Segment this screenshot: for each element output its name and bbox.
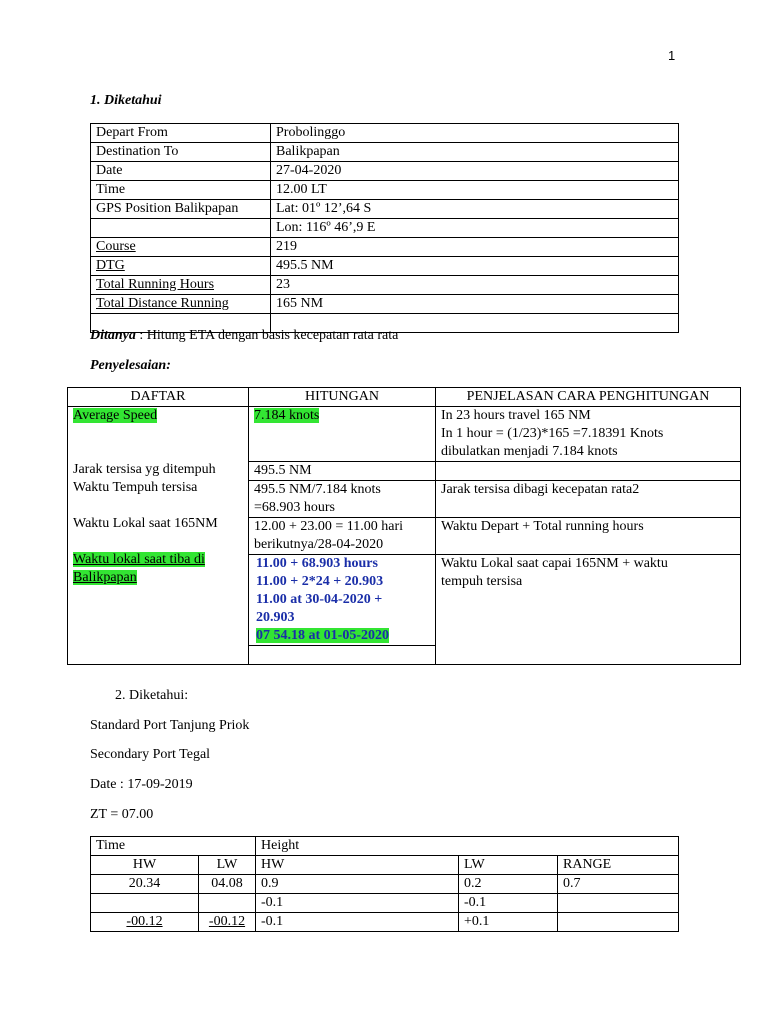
tide-value: +0.1 [464, 914, 490, 929]
waktu-tempuh-label: Waktu Tempuh tersisa [73, 480, 198, 495]
tiba-expl [436, 555, 741, 665]
known-label: Course [91, 238, 271, 257]
header-penjelasan: PENJELASAN CARA PENGHITUNGAN [436, 388, 741, 407]
tide-cell-lw-time [199, 875, 256, 894]
header-hitungan: HITUNGAN [249, 388, 436, 407]
tide-value: -00.12 [126, 914, 163, 929]
calculation-table [67, 387, 741, 665]
page-number: 1 [668, 48, 676, 63]
known-label: GPS Position Balikpapan [91, 200, 271, 219]
secondary-port: Secondary Port Tegal [90, 747, 211, 762]
daftar-bottom [68, 646, 249, 665]
tide-cell-lw-height [459, 875, 558, 894]
known-label: Depart From [91, 124, 271, 143]
known-label: Total Distance Running [91, 295, 271, 314]
known-label: Date [91, 162, 271, 181]
tide-cell-hw-time [91, 875, 199, 894]
tide-cell-lw-height [459, 894, 558, 913]
tide-row [91, 913, 679, 932]
known-data-table [90, 123, 679, 333]
time-hw-header: HW [91, 856, 199, 875]
jarak-expl [436, 462, 741, 481]
penyelesaian-heading: Penyelesaian: [90, 358, 171, 373]
standard-port: Standard Port Tanjung Priok [90, 718, 250, 733]
tiba-cell [249, 555, 436, 646]
known-value: 23 [271, 276, 679, 295]
known-label: Destination To [91, 143, 271, 162]
known-row [91, 200, 679, 219]
known-row [91, 238, 679, 257]
waktu-tempuh-line1: 495.5 NM/7.184 knots [254, 482, 381, 497]
known-value: 219 [271, 238, 679, 257]
tide-cell-lw-time [199, 913, 256, 932]
tiba-label-line1: Waktu lokal saat tiba di [73, 552, 205, 567]
known-row [91, 276, 679, 295]
avg-speed-expl [436, 407, 741, 462]
known-value: Balikpapan [271, 143, 679, 162]
tide-cell-hw-height [256, 875, 459, 894]
known-value: Lat: 01º 12’,64 S [271, 200, 679, 219]
zt-line: ZT = 07.00 [90, 807, 154, 822]
height-hw-header: HW [256, 856, 459, 875]
tiba-line2: 11.00 + 2*24 + 20.903 [256, 574, 384, 589]
time-header: Time [91, 837, 256, 856]
known-value: 12.00 LT [271, 181, 679, 200]
daftar-column [68, 407, 249, 646]
section2-heading: 2. Diketahui: [115, 688, 189, 703]
tide-value: 0.2 [464, 876, 482, 891]
avg-speed-expl-line2: In 1 hour = (1/23)*165 =7.18391 Knots [441, 426, 664, 441]
tide-value: 20.34 [128, 876, 161, 891]
known-label: Time [91, 181, 271, 200]
jarak-label: Jarak tersisa yg ditempuh [73, 462, 216, 477]
known-row [91, 143, 679, 162]
range-header: RANGE [558, 856, 679, 875]
tide-value: 0.7 [563, 876, 581, 891]
known-row [91, 162, 679, 181]
known-value: 27-04-2020 [271, 162, 679, 181]
tide-table [90, 836, 679, 932]
avg-speed-expl-line3: dibulatkan menjadi 7.184 knots [441, 444, 618, 459]
date-line: Date : 17-09-2019 [90, 777, 193, 792]
avg-speed-expl-line1: In 23 hours travel 165 NM [441, 408, 591, 423]
jarak-value: 495.5 NM [249, 462, 436, 481]
known-label [91, 219, 271, 238]
waktu-tempuh-expl: Jarak tersisa dibagi kecepatan rata2 [436, 481, 741, 518]
known-label: DTG [91, 257, 271, 276]
known-label: Total Running Hours [91, 276, 271, 295]
tiba-line1: 11.00 + 68.903 hours [256, 556, 378, 571]
tiba-expl-line2: tempuh tersisa [441, 574, 523, 589]
avg-speed-label: Average Speed [73, 408, 158, 423]
known-row [91, 257, 679, 276]
ditanya-line [90, 328, 398, 344]
waktu-lokal-label: Waktu Lokal saat 165NM [73, 516, 218, 531]
tide-value: -0.1 [261, 914, 284, 929]
known-value: Lon: 116º 46’,9 E [271, 219, 679, 238]
waktu-lokal-line2: berikutnya/28-04-2020 [254, 537, 384, 552]
tide-cell-hw-time [91, 913, 199, 932]
tiba-label-line2: Balikpapan [73, 570, 137, 585]
known-value: Probolinggo [271, 124, 679, 143]
known-row [91, 124, 679, 143]
known-value: 165 NM [271, 295, 679, 314]
height-header: Height [256, 837, 679, 856]
waktu-lokal-line1: 12.00 + 23.00 = 11.00 hari [254, 519, 404, 534]
waktu-tempuh-cell [249, 481, 436, 518]
known-row [91, 295, 679, 314]
tide-value: 04.08 [211, 876, 243, 891]
tiba-line4: 20.903 [256, 610, 295, 625]
known-value: 495.5 NM [271, 257, 679, 276]
header-daftar: DAFTAR [68, 388, 249, 407]
waktu-lokal-expl: Waktu Depart + Total running hours [436, 518, 741, 555]
tiba-expl-line1: Waktu Lokal saat capai 165NM + waktu [441, 556, 668, 571]
tide-cell-lw-time [199, 894, 256, 913]
waktu-lokal-cell [249, 518, 436, 555]
section1-heading: 1. Diketahui [90, 93, 162, 108]
height-lw-header: LW [459, 856, 558, 875]
tide-value: -0.1 [261, 895, 284, 910]
tiba-final: 07 54.18 at 01-05-2020 [256, 628, 389, 643]
ditanya-label: Ditanya [90, 328, 136, 343]
tide-cell-hw-height [256, 894, 459, 913]
tide-row [91, 875, 679, 894]
avg-speed-cell [249, 407, 436, 462]
hitungan-bottom [249, 646, 436, 665]
tide-cell-range [558, 875, 679, 894]
known-row [91, 181, 679, 200]
ditanya-text: : Hitung ETA dengan basis kecepatan rata rata [135, 328, 399, 343]
tide-cell-range [558, 913, 679, 932]
tide-value: -00.12 [208, 914, 246, 929]
known-row [91, 219, 679, 238]
tide-cell-range [558, 894, 679, 913]
waktu-tempuh-line2: =68.903 hours [254, 500, 336, 515]
tide-cell-hw-height [256, 913, 459, 932]
tide-value: 0.9 [261, 876, 279, 891]
time-lw-header: LW [199, 856, 256, 875]
tiba-line3: 11.00 at 30-04-2020 + [256, 592, 383, 607]
tide-cell-hw-time [91, 894, 199, 913]
tide-value: -0.1 [464, 895, 487, 910]
avg-speed-value: 7.184 knots [254, 408, 320, 423]
tide-row [91, 894, 679, 913]
tide-cell-lw-height [459, 913, 558, 932]
